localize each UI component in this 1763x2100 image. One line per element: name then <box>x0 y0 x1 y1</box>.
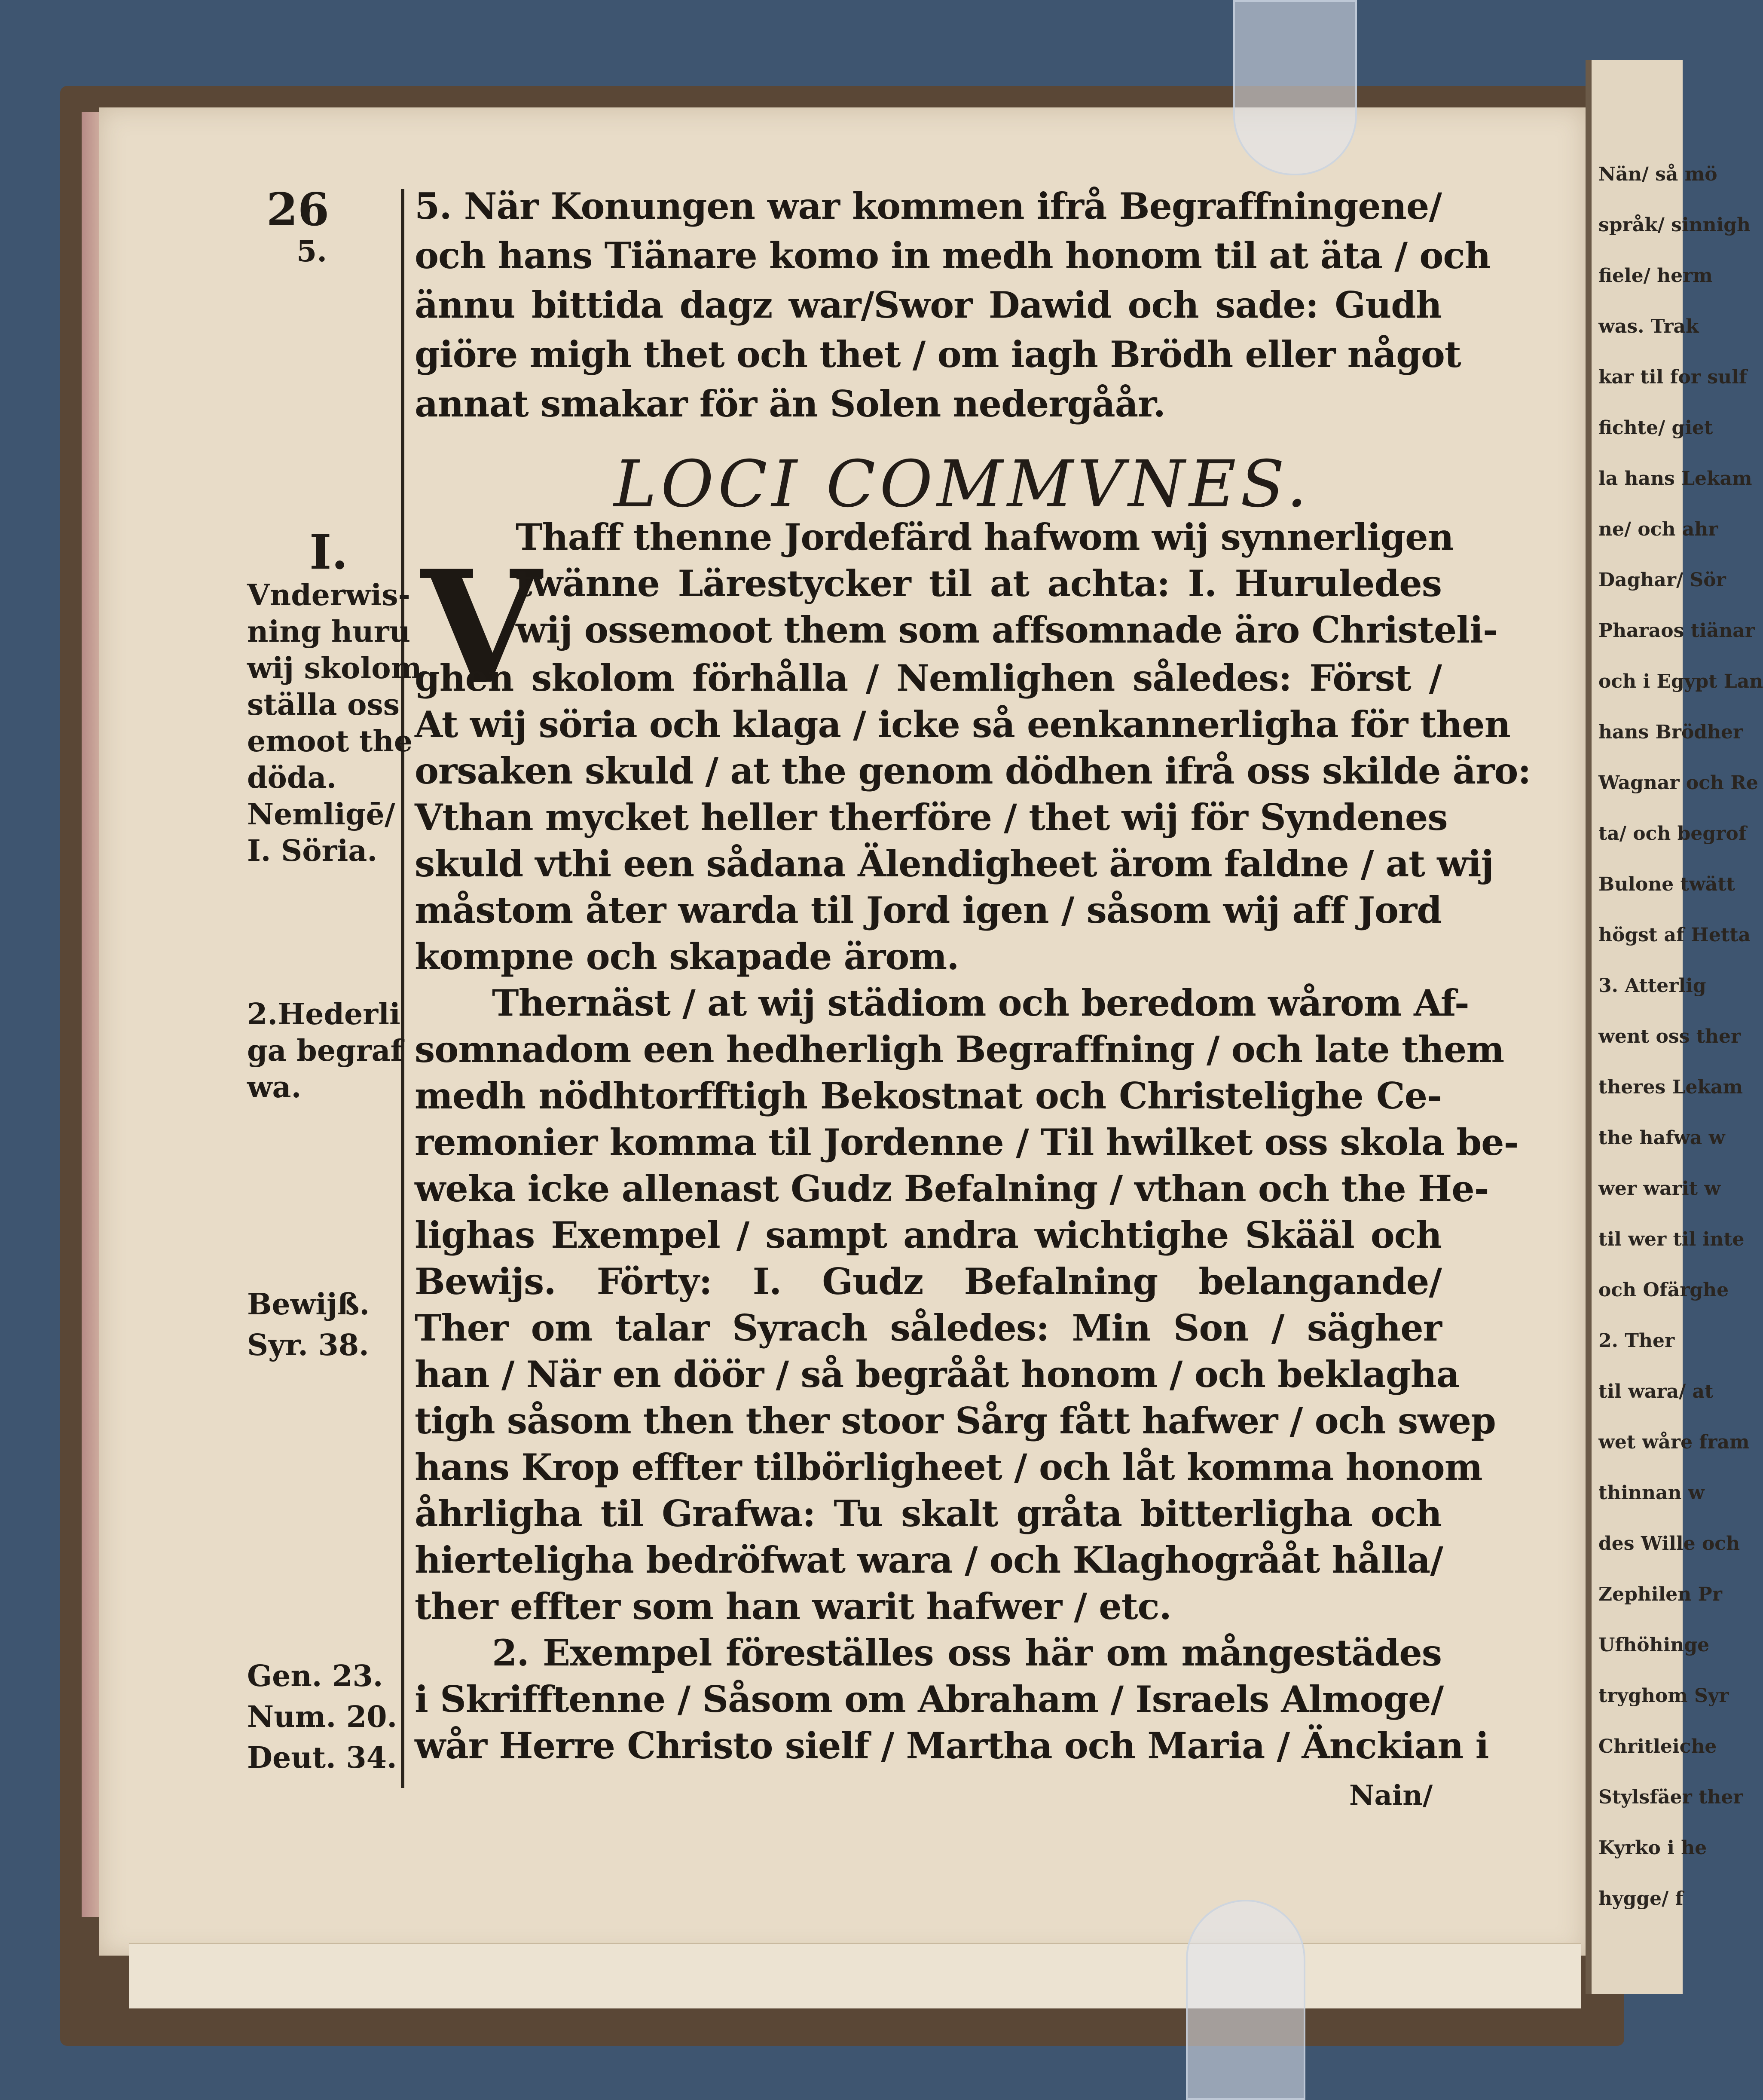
text-line: somnadom een hedherligh Begraffning / och late them <box>415 1028 1504 1071</box>
facing-page-line: 2. Ther <box>1598 1330 1675 1352</box>
margin-note-line: ställa oss <box>247 688 400 722</box>
text-line: hans Krop effter tilbörligheet / och låt komma honom <box>415 1446 1482 1488</box>
text-line: åhrligha til Grafwa: Tu skalt gråta bitterligha och <box>415 1492 1442 1535</box>
facing-page-line: språk/ sinnigh <box>1598 214 1751 236</box>
text-line: i Skrifftenne / Såsom om Abraham / Israels Almoge/ <box>415 1678 1444 1720</box>
text-line: remonier komma til Jordenne / Til hwilket oss skola be- <box>415 1121 1519 1163</box>
drop-cap: V <box>421 536 541 718</box>
facing-page-line: och i Egypt Lan <box>1598 670 1763 692</box>
margin-note-line: I. Söria. <box>247 834 378 868</box>
text-line: weka icke allenast Gudz Befalning / vthan och the He- <box>415 1167 1489 1210</box>
facing-page-line: Zephilen Pr <box>1598 1583 1722 1605</box>
facing-page-line: och Ofärghe <box>1598 1279 1729 1301</box>
facing-page-line: des Wille och <box>1598 1533 1740 1555</box>
text-line: ännu bittida dagz war/Swor Dawid och sade: Gudh <box>415 284 1442 326</box>
text-line: giöre migh thet och thet / om iagh Brödh eller något <box>415 333 1461 376</box>
facing-page-line: Stylsfäer ther <box>1598 1786 1743 1808</box>
margin-note-line: Nemligē/ <box>247 797 395 832</box>
margin-note-line: döda. <box>247 761 337 795</box>
text-line: han / När en döör / så begrååt honom / och beklagha <box>415 1353 1460 1396</box>
facing-page-line: Nän/ så mö <box>1598 163 1717 185</box>
page-number: 26 <box>266 183 330 236</box>
facing-page-line: wet wåre fram <box>1598 1431 1750 1453</box>
facing-page-line: Kyrko i he <box>1598 1837 1707 1859</box>
margin-note-line: Syr. 38. <box>247 1328 369 1362</box>
text-line: ther effter som han warit hafwer / etc. <box>415 1585 1171 1628</box>
facing-page-line: tryghom Syr <box>1598 1685 1729 1707</box>
facing-page-line: Ufhöhinge <box>1598 1634 1710 1656</box>
margin-note-line: ning huru <box>247 615 411 649</box>
facing-page-line: Wagnar och Re <box>1598 772 1758 794</box>
facing-page-line: Bulone twätt <box>1598 873 1735 895</box>
margin-note-line: 2.Hederli <box>247 997 400 1032</box>
text-line: Vthan mycket heller therföre / thet wij för Syndenes <box>415 796 1448 839</box>
facing-page-line: fichte/ giet <box>1598 417 1713 439</box>
facing-page-line: Chritleiche <box>1598 1736 1717 1757</box>
text-line: tigh såsom then ther stoor Sårg fått hafwer / och swep <box>415 1399 1496 1442</box>
facing-page-line: wer warit w <box>1598 1178 1721 1200</box>
facing-page-line: Pharaos tiänar <box>1598 620 1755 642</box>
text-line: wij ossemoot them som affsomnade äro Christeli- <box>516 609 1497 651</box>
facing-page-line: Daghar/ Sör <box>1598 569 1726 591</box>
facing-page-line: thinnan w <box>1598 1482 1705 1504</box>
facing-page-line: went oss ther <box>1598 1026 1741 1047</box>
facing-page-line: til wer til inte <box>1598 1228 1745 1250</box>
facing-page-line: hans Brödher <box>1598 721 1743 743</box>
margin-note-line: emoot the <box>247 724 413 759</box>
text-line: Ther om talar Syrach således: Min Son / sägher <box>415 1307 1442 1349</box>
facing-page-line: til wara/ at <box>1598 1381 1714 1402</box>
facing-page-line: 3. Atterlig <box>1598 975 1706 997</box>
text-line: medh nödhtorfftigh Bekostnat och Christelighe Ce- <box>415 1074 1442 1117</box>
facing-page-line: ne/ och ahr <box>1598 518 1718 540</box>
margin-note-line: wa. <box>247 1070 302 1105</box>
margin-section-number: I. <box>309 524 348 580</box>
verse-number: 5. <box>296 234 327 269</box>
margin-note-line: Bewijß. <box>247 1287 370 1322</box>
text-line: måstom åter warda til Jord igen / såsom wij aff Jord <box>415 889 1442 931</box>
text-line: Thaff thenne Jordefärd hafwom wij synnerligen <box>516 516 1454 558</box>
facing-page-line: ta/ och begrof <box>1598 823 1747 845</box>
text-line: 2. Exempel föreställes oss här om mångestädes <box>492 1632 1442 1674</box>
text-line: hierteligha bedröfwat wara / och Klaghogrååt hålla/ <box>415 1539 1443 1581</box>
text-line: annat smakar för än Solen nedergåår. <box>415 383 1165 425</box>
facing-page-line: kar til for sulf <box>1598 366 1747 388</box>
text-line: skuld vthi een sådana Älendigheet ärom faldne / at wij <box>415 842 1494 885</box>
facing-page-line: fiele/ herm <box>1598 265 1713 287</box>
margin-note-line: ga begraf <box>247 1034 403 1068</box>
text-line: At wij söria och klaga / icke så eenkannerligha för then <box>415 703 1510 746</box>
facing-page-line: högst af Hetta <box>1598 924 1751 946</box>
text-line: Bewijs. Förty: I. Gudz Befalning belangande/ <box>415 1260 1442 1303</box>
section-heading: LOCI COMMVNES. <box>614 447 1311 522</box>
catchword: Nain/ <box>1349 1779 1433 1812</box>
text-line: lighas Exempel / sampt andra wichtighe Skääl och <box>415 1214 1442 1256</box>
text-line: kompne och skapade ärom. <box>415 935 959 978</box>
text-line: Thernäst / at wij städiom och beredom wårom Af- <box>492 982 1469 1024</box>
facing-page-line: hygge/ f <box>1598 1888 1684 1910</box>
facing-page <box>1586 60 1763 1994</box>
text-line: twänne Lärestycker til at achta: I. Huruledes <box>516 562 1442 605</box>
text-line: wår Herre Christo sielf / Martha och Maria / Änckian i <box>415 1724 1489 1767</box>
text-line: och hans Tiänare komo in medh honom til at äta / och <box>415 234 1491 277</box>
facing-page-line: la hans Lekam <box>1598 468 1752 490</box>
margin-note-line: wij skolom <box>247 651 422 686</box>
page-clip-top <box>1233 0 1357 175</box>
text-line: 5. När Konungen war kommen ifrå Begraffningene/ <box>415 185 1442 227</box>
margin-rule <box>401 189 404 1788</box>
page-bottom-edge <box>129 1943 1581 2008</box>
facing-page-line: the hafwa w <box>1598 1127 1725 1149</box>
facing-page-line: was. Trak <box>1598 315 1699 337</box>
margin-note-line: Gen. 23. <box>247 1659 383 1693</box>
page-clip-bottom <box>1186 1900 1305 2100</box>
text-line: orsaken skuld / at the genom dödhen ifrå oss skilde äro: <box>415 750 1531 792</box>
facing-page-line: theres Lekam <box>1598 1076 1743 1098</box>
margin-note-line: Deut. 34. <box>247 1741 397 1775</box>
margin-note-line: Num. 20. <box>247 1700 397 1734</box>
text-line: ghen skolom förhålla / Nemlighen således: Först / <box>415 657 1442 699</box>
margin-note-line: Vnderwis- <box>247 578 410 612</box>
